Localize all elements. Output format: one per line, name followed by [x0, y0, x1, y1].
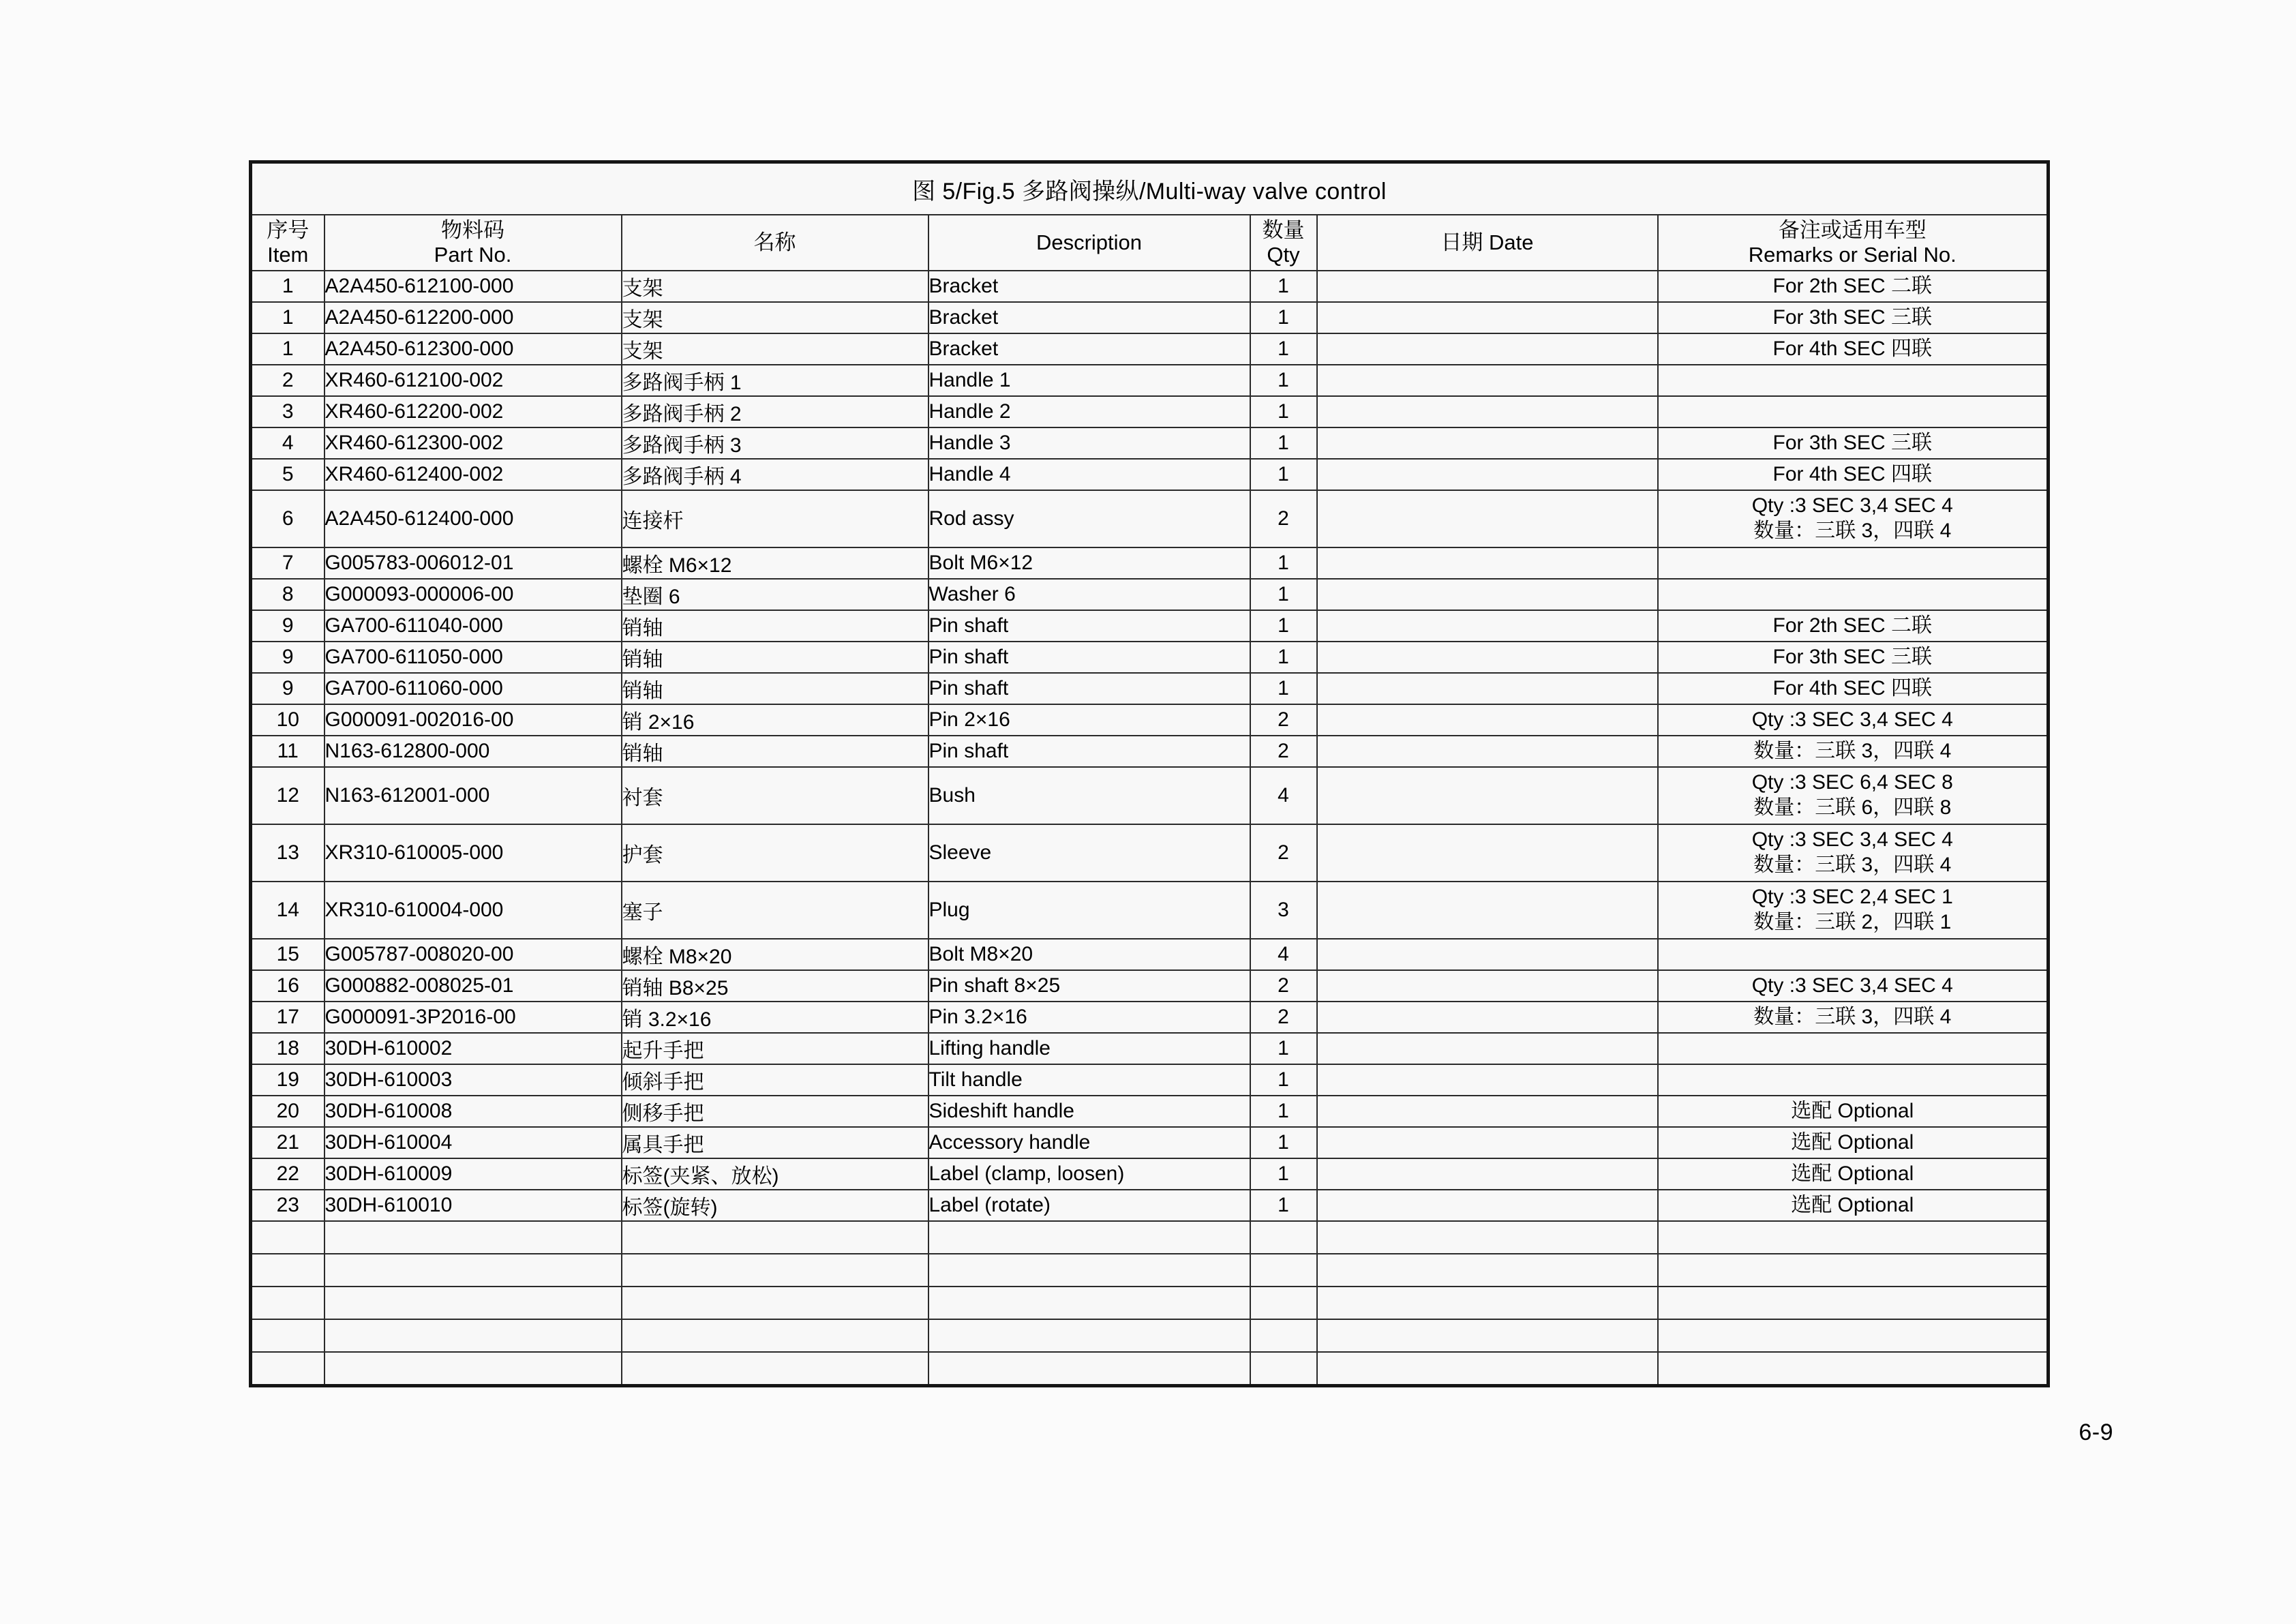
- cell-name: 垫圈 6: [622, 579, 928, 610]
- cell-description: [928, 1221, 1250, 1254]
- cell-name: 连接杆: [622, 490, 928, 547]
- cell-name: 属具手把: [622, 1127, 928, 1158]
- table-row: [251, 1319, 2049, 1352]
- cell-item: 23: [251, 1190, 324, 1221]
- cell-qty: 1: [1250, 1190, 1317, 1221]
- cell-date: [1317, 579, 1658, 610]
- header-item-cn: 序号: [267, 218, 309, 243]
- cell-description: Washer 6: [928, 579, 1250, 610]
- table-row: [251, 427, 2049, 459]
- cell-date: [1317, 427, 1658, 459]
- cell-part-no: 30DH-610008: [324, 1096, 622, 1127]
- cell-name: 销 3.2×16: [622, 1002, 928, 1033]
- header-part-no-en: Part No.: [434, 243, 512, 267]
- cell-name: 塞子: [622, 882, 928, 939]
- parts-table: [249, 160, 2050, 1387]
- cell-part-no: XR460-612200-002: [324, 396, 622, 427]
- cell-date: [1317, 970, 1658, 1002]
- cell-qty: 1: [1250, 365, 1317, 396]
- cell-name: 销 2×16: [622, 704, 928, 736]
- table-body: [251, 271, 2049, 1386]
- cell-remarks: [1658, 882, 2049, 939]
- table-row: [251, 673, 2049, 704]
- cell-item: 20: [251, 1096, 324, 1127]
- cell-date: [1317, 767, 1658, 824]
- cell-name: 支架: [622, 333, 928, 365]
- cell-date: [1317, 396, 1658, 427]
- cell-date: [1317, 882, 1658, 939]
- cell-qty: [1250, 1221, 1317, 1254]
- cell-name: 支架: [622, 271, 928, 302]
- cell-part-no: GA700-611060-000: [324, 673, 622, 704]
- cell-date: [1317, 610, 1658, 642]
- cell-item: 16: [251, 970, 324, 1002]
- cell-remarks: [1658, 1352, 2049, 1386]
- cell-qty: 1: [1250, 459, 1317, 490]
- cell-part-no: G005783-006012-01: [324, 547, 622, 579]
- cell-date: [1317, 673, 1658, 704]
- cell-description: Sideshift handle: [928, 1096, 1250, 1127]
- table-row: [251, 1033, 2049, 1064]
- cell-item: 15: [251, 939, 324, 970]
- header-remarks-cn: 备注或适用车型: [1778, 218, 1927, 243]
- cell-description: Lifting handle: [928, 1033, 1250, 1064]
- table-row: [251, 970, 2049, 1002]
- cell-description: Tilt handle: [928, 1064, 1250, 1096]
- cell-part-no: A2A450-612200-000: [324, 302, 622, 333]
- cell-name: 多路阀手柄 2: [622, 396, 928, 427]
- cell-description: Bush: [928, 767, 1250, 824]
- cell-qty: 2: [1250, 736, 1317, 767]
- header-item: [251, 215, 324, 271]
- cell-item: [251, 1352, 324, 1386]
- cell-item: [251, 1319, 324, 1352]
- cell-name: 销轴: [622, 642, 928, 673]
- cell-part-no: 30DH-610002: [324, 1033, 622, 1064]
- cell-date: [1317, 1352, 1658, 1386]
- cell-remarks: [1658, 1064, 2049, 1096]
- cell-part-no: N163-612800-000: [324, 736, 622, 767]
- cell-remarks: [1658, 365, 2049, 396]
- cell-remarks: [1658, 824, 2049, 882]
- cell-description: Bracket: [928, 333, 1250, 365]
- header-description: [928, 215, 1250, 271]
- table-row: [251, 610, 2049, 642]
- cell-item: 22: [251, 1158, 324, 1190]
- cell-name: 衬套: [622, 767, 928, 824]
- cell-item: 1: [251, 302, 324, 333]
- table-row: [251, 396, 2049, 427]
- cell-item: 8: [251, 579, 324, 610]
- cell-name: 侧移手把: [622, 1096, 928, 1127]
- cell-part-no: XR310-610004-000: [324, 882, 622, 939]
- header-date: [1317, 215, 1658, 271]
- cell-date: [1317, 824, 1658, 882]
- cell-remarks: 数量：三联 3，四联 4: [1658, 1002, 2049, 1033]
- table-row: [251, 767, 2049, 824]
- cell-name: [622, 1254, 928, 1287]
- cell-name: 销轴 B8×25: [622, 970, 928, 1002]
- cell-item: 9: [251, 642, 324, 673]
- table-row: [251, 1352, 2049, 1386]
- figure-title: 图 5/Fig.5 多路阀操纵/Multi-way valve control: [251, 162, 2049, 215]
- cell-remarks: [1658, 1221, 2049, 1254]
- cell-qty: 1: [1250, 427, 1317, 459]
- cell-part-no: A2A450-612300-000: [324, 333, 622, 365]
- cell-remarks: [1658, 1033, 2049, 1064]
- cell-name: 多路阀手柄 3: [622, 427, 928, 459]
- cell-part-no: 30DH-610004: [324, 1127, 622, 1158]
- cell-part-no: XR460-612400-002: [324, 459, 622, 490]
- header-part-no: [324, 215, 622, 271]
- cell-qty: 4: [1250, 767, 1317, 824]
- cell-remarks-line-1: Qty :3 SEC 6,4 SEC 8: [1751, 771, 1953, 794]
- cell-date: [1317, 1319, 1658, 1352]
- cell-qty: [1250, 1319, 1317, 1352]
- cell-date: [1317, 271, 1658, 302]
- cell-name: [622, 1352, 928, 1386]
- cell-item: 5: [251, 459, 324, 490]
- cell-qty: 2: [1250, 824, 1317, 882]
- cell-description: Handle 4: [928, 459, 1250, 490]
- cell-name: 螺栓 M6×12: [622, 547, 928, 579]
- cell-item: 9: [251, 610, 324, 642]
- cell-remarks-line-2: 数量：三联 6，四联 8: [1753, 796, 1952, 819]
- cell-qty: 1: [1250, 579, 1317, 610]
- table-row: [251, 579, 2049, 610]
- cell-date: [1317, 1002, 1658, 1033]
- cell-qty: 1: [1250, 396, 1317, 427]
- cell-part-no: [324, 1287, 622, 1319]
- cell-date: [1317, 1127, 1658, 1158]
- cell-qty: 1: [1250, 642, 1317, 673]
- cell-description: Bolt M8×20: [928, 939, 1250, 970]
- cell-description: Pin 3.2×16: [928, 1002, 1250, 1033]
- cell-qty: 1: [1250, 1158, 1317, 1190]
- cell-item: 10: [251, 704, 324, 736]
- table-row: [251, 1254, 2049, 1287]
- cell-part-no: G000882-008025-01: [324, 970, 622, 1002]
- header-date-en: 日期 Date: [1440, 230, 1534, 255]
- header-remarks: [1658, 215, 2049, 271]
- cell-remarks-line-2: 数量：三联 2，四联 1: [1753, 911, 1952, 933]
- cell-item: 19: [251, 1064, 324, 1096]
- cell-part-no: GA700-611050-000: [324, 642, 622, 673]
- cell-item: 17: [251, 1002, 324, 1033]
- cell-remarks: 数量：三联 3，四联 4: [1658, 736, 2049, 767]
- cell-remarks-line-1: Qty :3 SEC 3,4 SEC 4: [1751, 494, 1953, 517]
- cell-item: 13: [251, 824, 324, 882]
- cell-remarks: For 4th SEC 四联: [1658, 459, 2049, 490]
- cell-date: [1317, 1287, 1658, 1319]
- cell-remarks: [1658, 396, 2049, 427]
- cell-remarks: Qty :3 SEC 3,4 SEC 4: [1658, 970, 2049, 1002]
- cell-remarks: 选配 Optional: [1658, 1127, 2049, 1158]
- cell-qty: 2: [1250, 970, 1317, 1002]
- cell-date: [1317, 547, 1658, 579]
- table-row: [251, 1190, 2049, 1221]
- cell-item: 14: [251, 882, 324, 939]
- cell-date: [1317, 459, 1658, 490]
- cell-name: [622, 1319, 928, 1352]
- cell-date: [1317, 1064, 1658, 1096]
- cell-name: [622, 1221, 928, 1254]
- cell-date: [1317, 736, 1658, 767]
- cell-item: 4: [251, 427, 324, 459]
- cell-item: 11: [251, 736, 324, 767]
- cell-description: Pin shaft: [928, 610, 1250, 642]
- cell-item: 1: [251, 271, 324, 302]
- table-row: [251, 824, 2049, 882]
- cell-remarks: [1658, 1319, 2049, 1352]
- table-row: [251, 271, 2049, 302]
- cell-name: 标签(夹紧、放松): [622, 1158, 928, 1190]
- cell-description: Bracket: [928, 302, 1250, 333]
- cell-remarks-line-1: Qty :3 SEC 2,4 SEC 1: [1751, 886, 1953, 909]
- cell-part-no: 30DH-610003: [324, 1064, 622, 1096]
- cell-name: 起升手把: [622, 1033, 928, 1064]
- cell-remarks: Qty :3 SEC 3,4 SEC 4: [1658, 704, 2049, 736]
- cell-remarks: For 3th SEC 三联: [1658, 427, 2049, 459]
- cell-remarks-line-1: Qty :3 SEC 3,4 SEC 4: [1751, 828, 1953, 852]
- header-remarks-en: Remarks or Serial No.: [1748, 243, 1957, 267]
- cell-item: 21: [251, 1127, 324, 1158]
- cell-name: 销轴: [622, 673, 928, 704]
- table-row: [251, 547, 2049, 579]
- cell-item: 7: [251, 547, 324, 579]
- cell-qty: 2: [1250, 704, 1317, 736]
- cell-date: [1317, 333, 1658, 365]
- cell-description: Bracket: [928, 271, 1250, 302]
- cell-part-no: [324, 1254, 622, 1287]
- table-row: [251, 1002, 2049, 1033]
- cell-date: [1317, 939, 1658, 970]
- cell-part-no: GA700-611040-000: [324, 610, 622, 642]
- cell-description: Pin shaft: [928, 736, 1250, 767]
- cell-description: Rod assy: [928, 490, 1250, 547]
- table-row: [251, 882, 2049, 939]
- cell-part-no: G000091-002016-00: [324, 704, 622, 736]
- cell-remarks: 选配 Optional: [1658, 1190, 2049, 1221]
- cell-qty: 1: [1250, 1127, 1317, 1158]
- cell-description: [928, 1319, 1250, 1352]
- cell-date: [1317, 1190, 1658, 1221]
- cell-item: [251, 1254, 324, 1287]
- header-qty: [1250, 215, 1317, 271]
- table-row: [251, 704, 2049, 736]
- table-row: [251, 939, 2049, 970]
- cell-remarks-line-2: 数量：三联 3，四联 4: [1753, 854, 1952, 876]
- table-row: [251, 490, 2049, 547]
- cell-item: 1: [251, 333, 324, 365]
- header-name-cn: 名称: [753, 230, 796, 255]
- header-part-no-cn: 物料码: [441, 218, 504, 243]
- table-row: [251, 1096, 2049, 1127]
- cell-description: Pin 2×16: [928, 704, 1250, 736]
- cell-qty: 1: [1250, 333, 1317, 365]
- cell-date: [1317, 1158, 1658, 1190]
- cell-description: Handle 2: [928, 396, 1250, 427]
- cell-part-no: G005787-008020-00: [324, 939, 622, 970]
- cell-name: 销轴: [622, 610, 928, 642]
- cell-remarks-line-2: 数量：三联 3，四联 4: [1753, 520, 1952, 542]
- cell-remarks: For 4th SEC 四联: [1658, 673, 2049, 704]
- cell-part-no: XR460-612300-002: [324, 427, 622, 459]
- cell-part-no: 30DH-610010: [324, 1190, 622, 1221]
- column-header-row: [251, 215, 2049, 271]
- cell-remarks: 选配 Optional: [1658, 1158, 2049, 1190]
- cell-remarks: [1658, 490, 2049, 547]
- cell-qty: 4: [1250, 939, 1317, 970]
- cell-name: 销轴: [622, 736, 928, 767]
- cell-remarks: [1658, 767, 2049, 824]
- table-row: [251, 1127, 2049, 1158]
- cell-description: Pin shaft: [928, 642, 1250, 673]
- cell-name: 螺栓 M8×20: [622, 939, 928, 970]
- cell-qty: 1: [1250, 271, 1317, 302]
- cell-description: Label (clamp, loosen): [928, 1158, 1250, 1190]
- cell-description: [928, 1287, 1250, 1319]
- cell-date: [1317, 1096, 1658, 1127]
- cell-description: Plug: [928, 882, 1250, 939]
- cell-date: [1317, 1221, 1658, 1254]
- cell-part-no: [324, 1352, 622, 1386]
- cell-remarks: For 4th SEC 四联: [1658, 333, 2049, 365]
- table-head: [251, 162, 2049, 271]
- parts-table-container: [249, 160, 2046, 1387]
- cell-part-no: XR310-610005-000: [324, 824, 622, 882]
- cell-name: 倾斜手把: [622, 1064, 928, 1096]
- cell-qty: 1: [1250, 610, 1317, 642]
- cell-qty: [1250, 1287, 1317, 1319]
- cell-description: Bolt M6×12: [928, 547, 1250, 579]
- table-row: [251, 1287, 2049, 1319]
- cell-date: [1317, 704, 1658, 736]
- cell-part-no: N163-612001-000: [324, 767, 622, 824]
- cell-part-no: [324, 1221, 622, 1254]
- cell-item: [251, 1221, 324, 1254]
- cell-part-no: G000093-000006-00: [324, 579, 622, 610]
- cell-description: Accessory handle: [928, 1127, 1250, 1158]
- cell-remarks: [1658, 939, 2049, 970]
- cell-qty: 2: [1250, 490, 1317, 547]
- cell-remarks: For 2th SEC 二联: [1658, 271, 2049, 302]
- header-qty-en: Qty: [1267, 243, 1300, 267]
- cell-qty: [1250, 1254, 1317, 1287]
- table-row: [251, 1158, 2049, 1190]
- table-row: [251, 736, 2049, 767]
- cell-part-no: 30DH-610009: [324, 1158, 622, 1190]
- cell-remarks: For 3th SEC 三联: [1658, 642, 2049, 673]
- cell-item: 6: [251, 490, 324, 547]
- table-row: [251, 459, 2049, 490]
- cell-item: 2: [251, 365, 324, 396]
- cell-remarks: 选配 Optional: [1658, 1096, 2049, 1127]
- cell-name: 多路阀手柄 1: [622, 365, 928, 396]
- header-item-en: Item: [267, 243, 309, 267]
- table-row: [251, 1064, 2049, 1096]
- cell-remarks: [1658, 1287, 2049, 1319]
- figure-title-row: [251, 162, 2049, 215]
- cell-date: [1317, 642, 1658, 673]
- cell-qty: 1: [1250, 673, 1317, 704]
- cell-remarks: For 3th SEC 三联: [1658, 302, 2049, 333]
- cell-remarks: [1658, 547, 2049, 579]
- page-number: 6-9: [2079, 1419, 2113, 1445]
- cell-item: 18: [251, 1033, 324, 1064]
- cell-date: [1317, 365, 1658, 396]
- cell-part-no: [324, 1319, 622, 1352]
- cell-item: 12: [251, 767, 324, 824]
- table-row: [251, 1221, 2049, 1254]
- cell-item: 9: [251, 673, 324, 704]
- cell-date: [1317, 302, 1658, 333]
- header-description-en: Description: [1036, 230, 1143, 255]
- table-row: [251, 333, 2049, 365]
- cell-description: Pin shaft 8×25: [928, 970, 1250, 1002]
- cell-description: Handle 1: [928, 365, 1250, 396]
- cell-name: [622, 1287, 928, 1319]
- cell-item: [251, 1287, 324, 1319]
- cell-name: 支架: [622, 302, 928, 333]
- cell-part-no: XR460-612100-002: [324, 365, 622, 396]
- cell-item: 3: [251, 396, 324, 427]
- cell-part-no: G000091-3P2016-00: [324, 1002, 622, 1033]
- cell-qty: 1: [1250, 547, 1317, 579]
- header-qty-cn: 数量: [1262, 218, 1305, 243]
- cell-qty: [1250, 1352, 1317, 1386]
- header-name: [622, 215, 928, 271]
- cell-date: [1317, 490, 1658, 547]
- cell-description: Label (rotate): [928, 1190, 1250, 1221]
- cell-qty: 1: [1250, 1064, 1317, 1096]
- cell-date: [1317, 1254, 1658, 1287]
- table-row: [251, 642, 2049, 673]
- cell-qty: 1: [1250, 1096, 1317, 1127]
- cell-part-no: A2A450-612400-000: [324, 490, 622, 547]
- table-row: [251, 365, 2049, 396]
- cell-description: Handle 3: [928, 427, 1250, 459]
- cell-name: 护套: [622, 824, 928, 882]
- cell-date: [1317, 1033, 1658, 1064]
- cell-qty: 1: [1250, 302, 1317, 333]
- cell-remarks: [1658, 579, 2049, 610]
- cell-qty: 1: [1250, 1033, 1317, 1064]
- cell-qty: 2: [1250, 1002, 1317, 1033]
- cell-description: [928, 1254, 1250, 1287]
- cell-qty: 3: [1250, 882, 1317, 939]
- table-row: [251, 302, 2049, 333]
- cell-description: [928, 1352, 1250, 1386]
- cell-remarks: For 2th SEC 二联: [1658, 610, 2049, 642]
- cell-part-no: A2A450-612100-000: [324, 271, 622, 302]
- cell-description: Sleeve: [928, 824, 1250, 882]
- cell-name: 多路阀手柄 4: [622, 459, 928, 490]
- cell-name: 标签(旋转): [622, 1190, 928, 1221]
- cell-description: Pin shaft: [928, 673, 1250, 704]
- cell-remarks: [1658, 1254, 2049, 1287]
